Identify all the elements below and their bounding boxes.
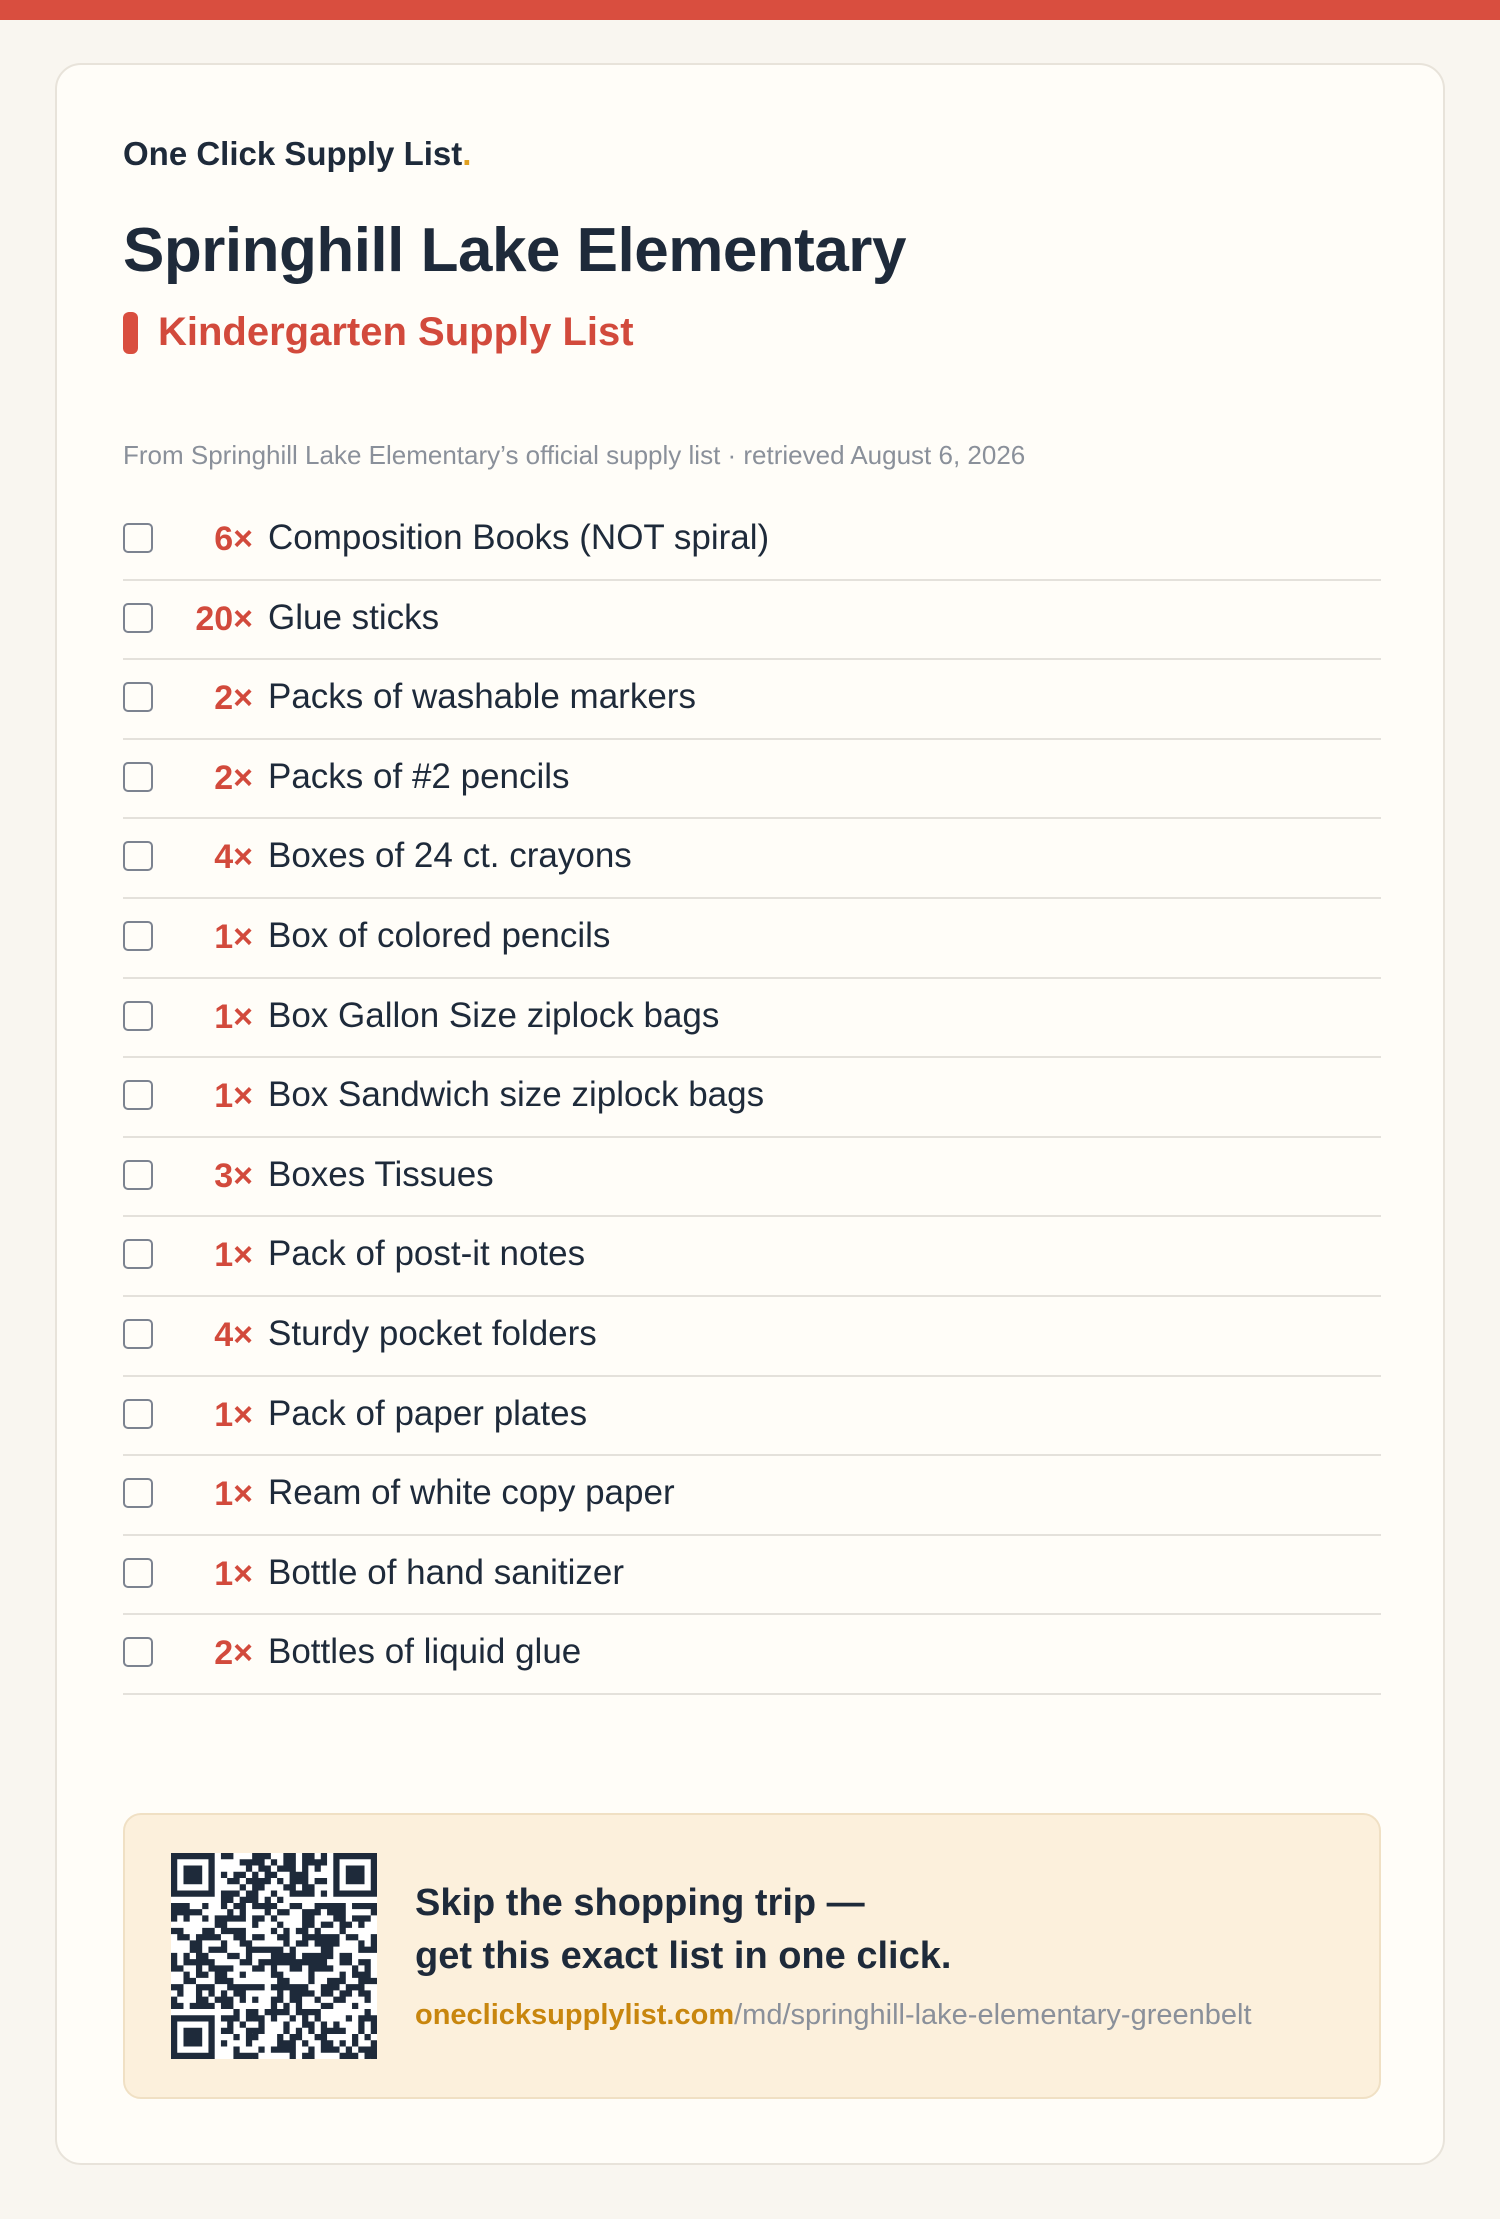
item-name: Bottle of hand sanitizer — [268, 1552, 625, 1592]
school-name: Springhill Lake Elementary — [123, 216, 906, 285]
item-checkbox[interactable] — [123, 921, 153, 951]
supply-item — [123, 1297, 1381, 1377]
item-name: Glue sticks — [268, 597, 440, 637]
grade-accent-bar — [123, 312, 138, 354]
item-name: Box of colored pencils — [268, 915, 611, 955]
item-quantity: 1× — [214, 1077, 253, 1116]
item-quantity: 2× — [214, 679, 253, 718]
top-accent-bar — [0, 0, 1500, 20]
item-checkbox[interactable] — [123, 762, 153, 792]
item-checkbox[interactable] — [123, 682, 153, 712]
promo-box — [123, 1813, 1381, 2099]
item-quantity: 2× — [214, 758, 253, 797]
item-checkbox[interactable] — [123, 1160, 153, 1190]
grade-title: Kindergarten Supply List — [158, 310, 634, 354]
grade-heading — [123, 310, 634, 355]
promo-url-domain: oneclicksupplylist.com — [415, 1999, 735, 2031]
item-name: Ream of white copy paper — [268, 1473, 675, 1513]
supply-item — [123, 1456, 1381, 1536]
item-quantity: 4× — [214, 1315, 253, 1354]
item-checkbox[interactable] — [123, 1478, 153, 1508]
item-checkbox[interactable] — [123, 1558, 153, 1588]
item-checkbox[interactable] — [123, 1319, 153, 1349]
supply-item — [123, 1536, 1381, 1616]
item-name: Pack of post-it notes — [268, 1234, 586, 1274]
item-checkbox[interactable] — [123, 841, 153, 871]
item-checkbox[interactable] — [123, 1001, 153, 1031]
item-quantity: 1× — [214, 1236, 253, 1275]
item-quantity: 1× — [214, 1554, 253, 1593]
supply-list-card — [55, 63, 1445, 2165]
item-name: Composition Books (NOT spiral) — [268, 518, 770, 557]
supply-item — [123, 819, 1381, 899]
item-name: Packs of washable markers — [268, 677, 696, 717]
item-quantity: 1× — [214, 917, 253, 956]
item-name: Pack of paper plates — [268, 1393, 588, 1433]
item-name: Box Gallon Size ziplock bags — [268, 995, 720, 1035]
supply-item — [123, 1217, 1381, 1297]
item-quantity: 20× — [195, 599, 253, 638]
item-quantity: 3× — [214, 1156, 253, 1195]
item-name: Sturdy pocket folders — [268, 1313, 597, 1353]
item-quantity: 1× — [214, 1475, 253, 1514]
promo-line-2: get this exact list in one click. — [415, 1935, 952, 1977]
item-checkbox[interactable] — [123, 1239, 153, 1269]
promo-line-1: Skip the shopping trip — — [415, 1882, 865, 1924]
qr-code[interactable] — [171, 1853, 377, 2059]
supply-item — [123, 740, 1381, 820]
qr-code-icon — [171, 1853, 377, 2059]
brand-logo[interactable] — [123, 135, 471, 173]
promo-headline — [415, 1877, 951, 1983]
supply-item — [123, 1377, 1381, 1457]
supply-item — [123, 660, 1381, 740]
item-quantity: 1× — [214, 1395, 253, 1434]
item-name: Packs of #2 pencils — [268, 756, 570, 796]
supply-items-list — [123, 501, 1381, 1695]
supply-item — [123, 979, 1381, 1059]
item-name: Boxes Tissues — [268, 1154, 494, 1194]
item-name: Boxes of 24 ct. crayons — [268, 836, 632, 876]
item-checkbox[interactable] — [123, 523, 153, 553]
promo-url-path: /md/springhill-lake-elementary-greenbelt — [734, 1999, 1252, 2031]
qr-modules — [171, 1853, 377, 2059]
item-checkbox[interactable] — [123, 1080, 153, 1110]
item-quantity: 2× — [214, 1634, 253, 1673]
item-quantity: 4× — [214, 838, 253, 877]
supply-item — [123, 1138, 1381, 1218]
supply-item — [123, 1615, 1381, 1695]
brand-name: One Click Supply List — [123, 135, 463, 172]
supply-item — [123, 501, 1381, 581]
item-checkbox[interactable] — [123, 1637, 153, 1667]
item-quantity: 1× — [214, 997, 253, 1036]
item-checkbox[interactable] — [123, 603, 153, 633]
item-name: Box Sandwich size ziplock bags — [268, 1075, 765, 1115]
brand-dot: . — [462, 135, 472, 172]
item-quantity: 6× — [214, 520, 253, 558]
item-checkbox[interactable] — [123, 1399, 153, 1429]
promo-link[interactable] — [415, 1999, 1252, 2032]
supply-item — [123, 1058, 1381, 1138]
item-name: Bottles of liquid glue — [268, 1632, 582, 1672]
supply-item — [123, 581, 1381, 661]
supply-item — [123, 899, 1381, 979]
source-note: From Springhill Lake Elementary’s official supply list · retrieved August 6, 2026 — [123, 440, 1026, 470]
